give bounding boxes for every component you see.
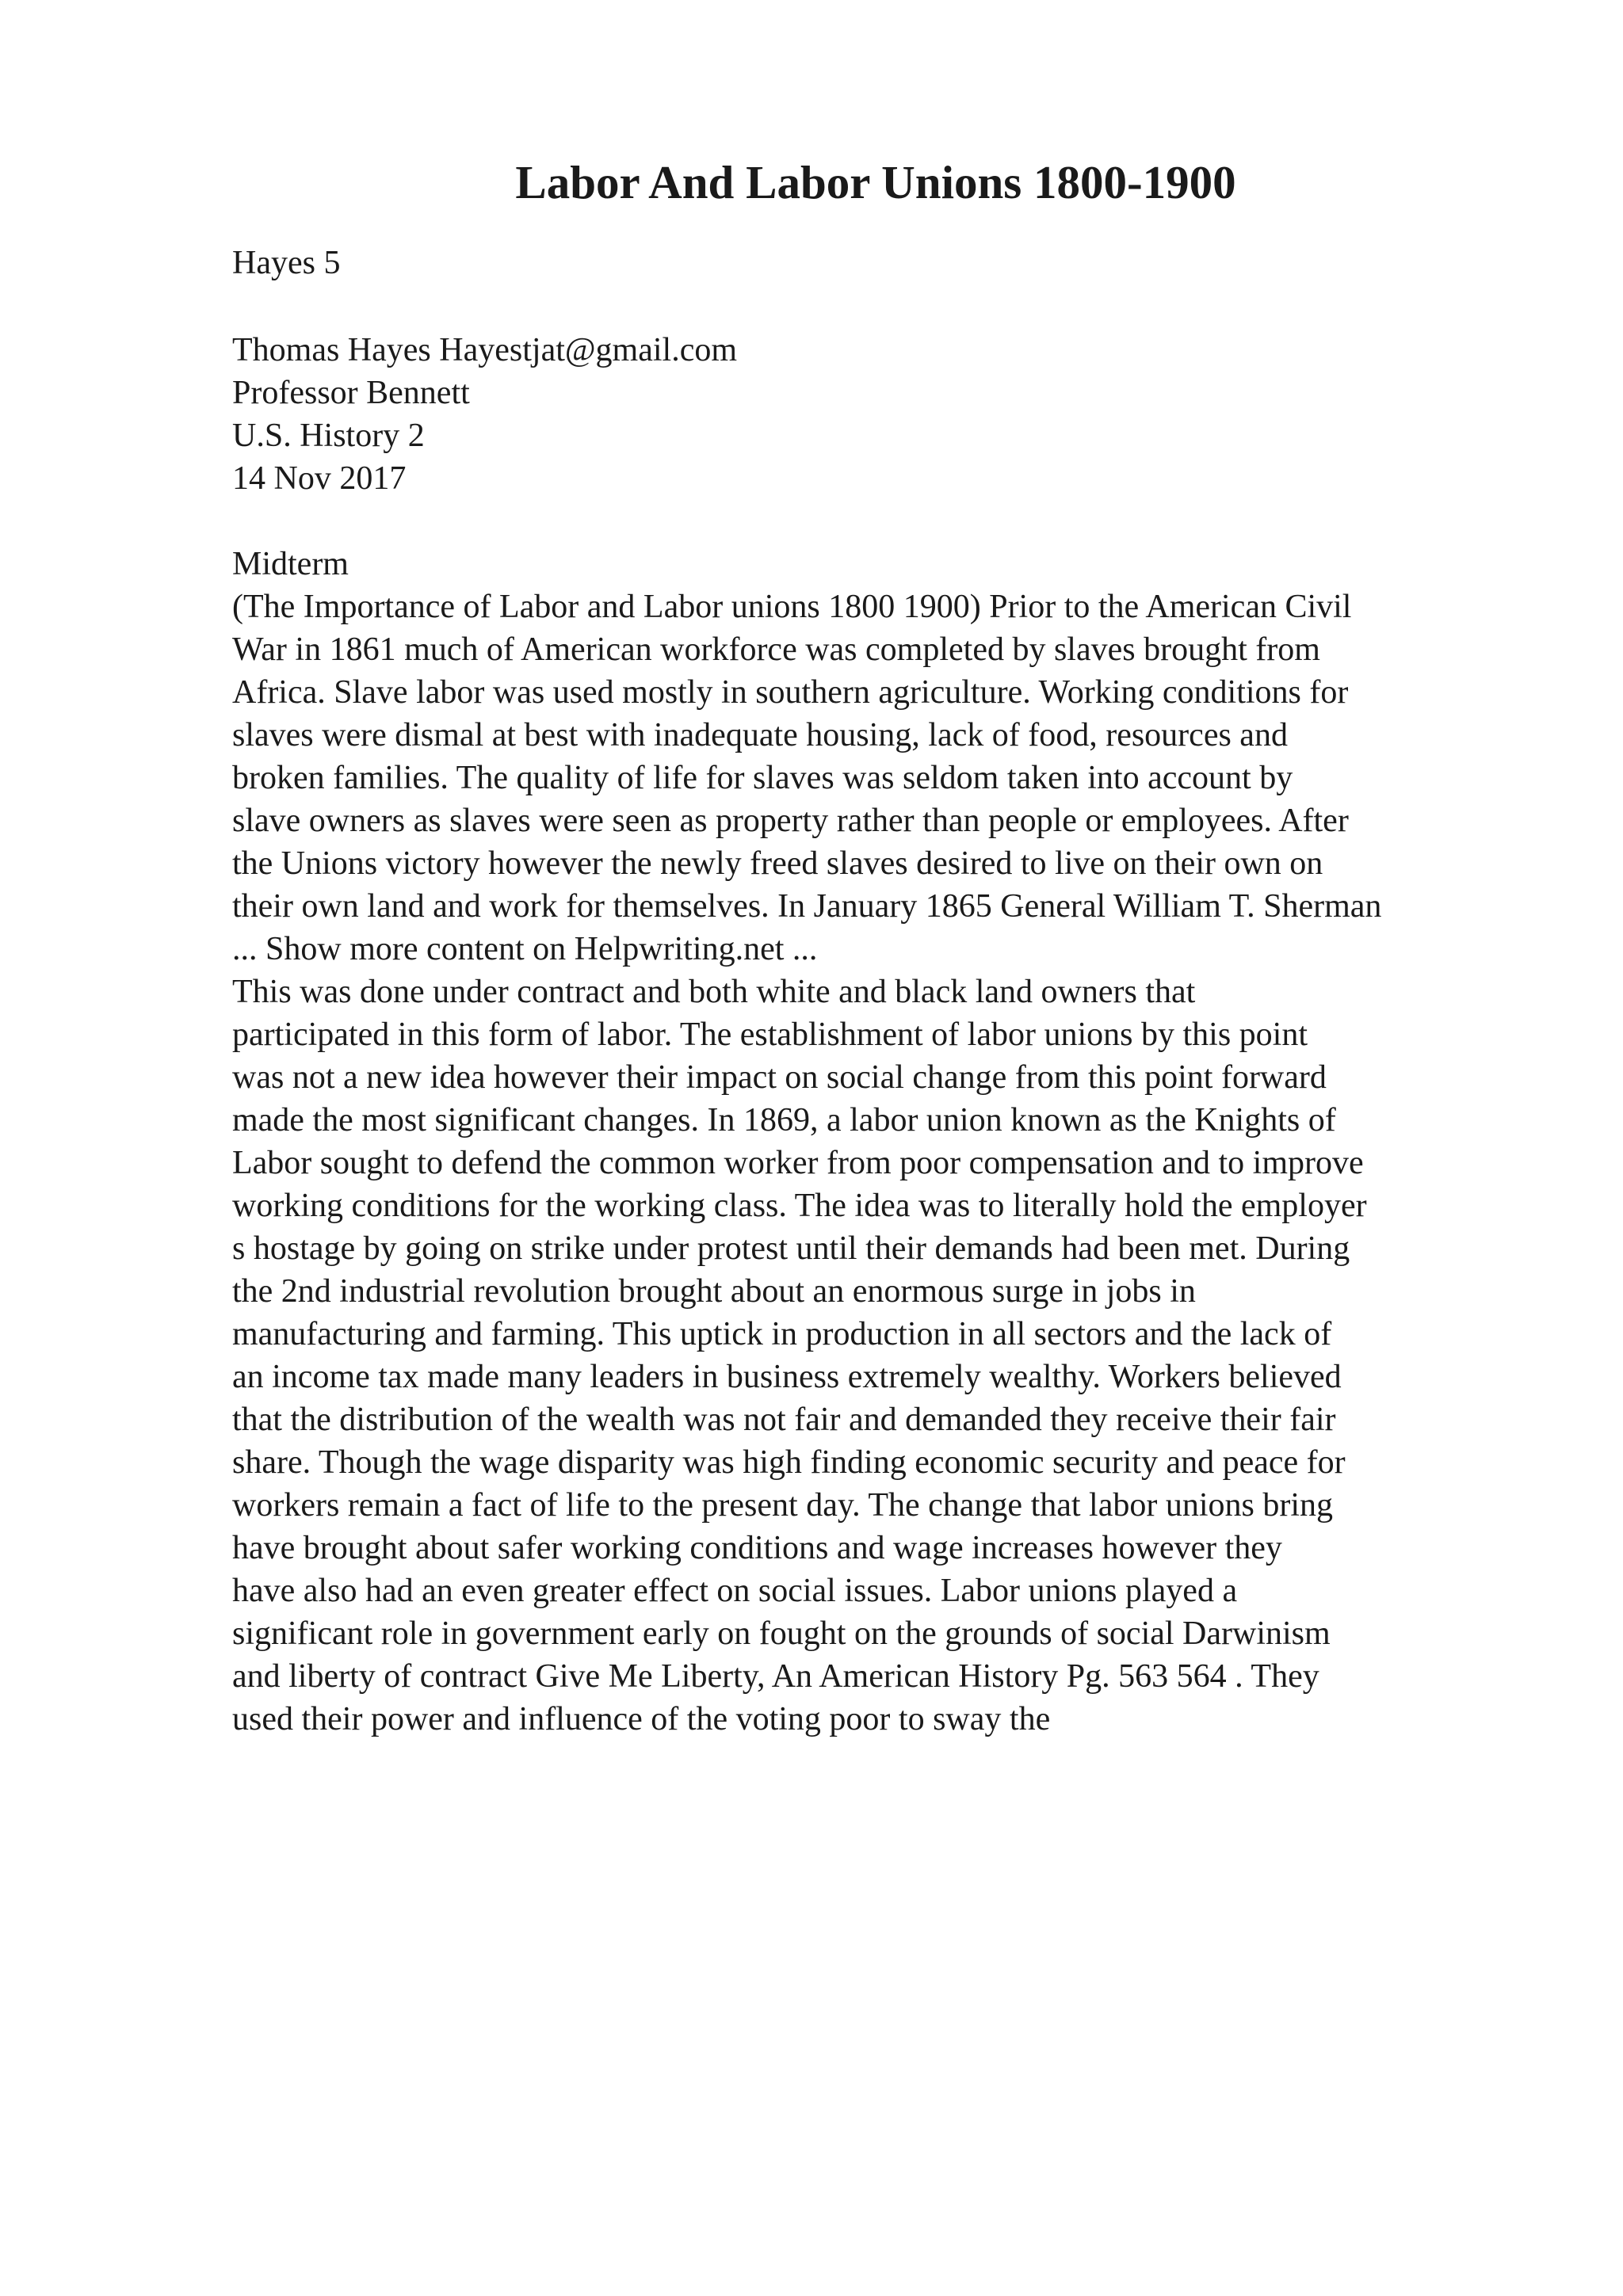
body-line: This was done under contract and both white and black land owners that <box>232 974 1196 1010</box>
body-line: their own land and work for themselves. In January 1865 General William T. Sherman <box>232 888 1382 925</box>
author-block <box>232 329 1579 500</box>
body-line: participated in this form of labor. The establishment of labor unions by this point <box>232 1016 1308 1053</box>
section-heading: Midterm <box>232 546 349 582</box>
body-line: that the distribution of the wealth was not fair and demanded they receive their fair <box>232 1402 1336 1438</box>
body-line: and liberty of contract Give Me Liberty, An American History Pg. 563 564 . They <box>232 1658 1319 1695</box>
body-line: working conditions for the working class. The idea was to literally hold the employer <box>232 1188 1367 1224</box>
body-line: slaves were dismal at best with inadequate housing, lack of food, resources and <box>232 717 1288 753</box>
body-line: workers remain a fact of life to the present day. The change that labor unions bring <box>232 1487 1334 1524</box>
body-line: an income tax made many leaders in business extremely wealthy. Workers believed <box>232 1359 1342 1395</box>
body-line: have also had an even greater effect on social issues. Labor unions played a <box>232 1573 1238 1609</box>
date-line: 14 Nov 2017 <box>232 460 407 497</box>
show-more-link[interactable]: ... Show more content on Helpwriting.net ... <box>232 931 818 967</box>
body-line: slave owners as slaves were seen as property rather than people or employees. After <box>232 803 1349 839</box>
professor-line: Professor Bennett <box>232 375 470 411</box>
body-line: used their power and influence of the voting poor to sway the <box>232 1701 1051 1737</box>
body-text <box>232 543 1579 1741</box>
course-line: U.S. History 2 <box>232 418 425 454</box>
body-line: s hostage by going on strike under protest until their demands had been met. During <box>232 1230 1350 1267</box>
body-line: the Unions victory however the newly freed slaves desired to live on their own on <box>232 845 1323 882</box>
body-line: Africa. Slave labor was used mostly in southern agriculture. Working conditions for <box>232 674 1349 711</box>
body-line: broken families. The quality of life for slaves was seldom taken into account by <box>232 760 1293 796</box>
body-line: have brought about safer working conditions and wage increases however they <box>232 1530 1282 1566</box>
body-line: share. Though the wage disparity was high finding economic security and peace for <box>232 1444 1346 1481</box>
body-line: significant role in government early on fought on the grounds of social Darwinism <box>232 1615 1331 1652</box>
body-line: War in 1861 much of American workforce was completed by slaves brought from <box>232 631 1320 668</box>
document-title: Labor And Labor Unions 1800-1900 <box>515 156 1236 208</box>
body-line: the 2nd industrial revolution brought about an enormous surge in jobs in <box>232 1273 1196 1310</box>
author-line: Thomas Hayes Hayestjat@gmail.com <box>232 332 738 368</box>
body-line: (The Importance of Labor and Labor unions 1800 1900) Prior to the American Civil <box>232 589 1352 625</box>
document-content <box>232 242 1579 1741</box>
body-line: Labor sought to defend the common worker from poor compensation and to improve <box>232 1145 1364 1181</box>
running-header: Hayes 5 <box>232 245 341 281</box>
body-line: made the most significant changes. In 1869, a labor union known as the Knights of <box>232 1102 1336 1138</box>
body-line: manufacturing and farming. This uptick in production in all sectors and the lack of <box>232 1316 1332 1352</box>
body-line: was not a new idea however their impact on social change from this point forward <box>232 1059 1327 1096</box>
